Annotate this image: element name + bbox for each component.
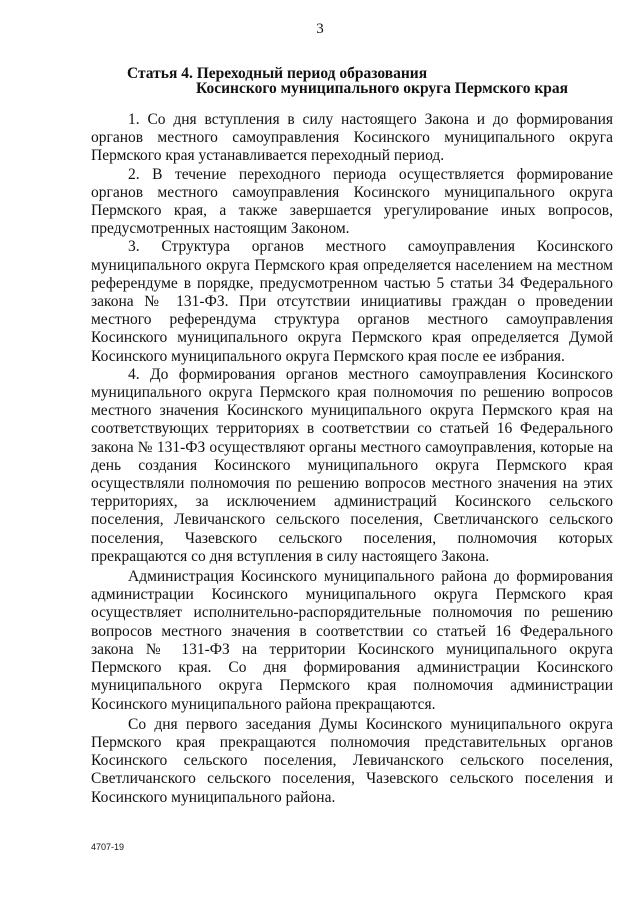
paragraph-6: Со дня первого заседания Думы Косинского муниципального округа Пермского края прекращаются полномочия представительных органов Косинского сельского поселения, Левичанского сельского поселения, Светличанского сельского поселения, Чазевского сельского поселения и Косинского муниципального района. <box>91 715 613 806</box>
article-body <box>91 111 613 807</box>
article-heading <box>127 66 568 96</box>
paragraph-2: 2. В течение переходного периода осуществляется формирование органов местного самоуправления Косинского муниципального округа Пермского края, а также завершается урегулирование иных вопросов, предусмотренных настоящим Законом. <box>91 165 613 238</box>
paragraph-5: Администрация Косинского муниципального района до формирования администрации Косинского муниципального округа Пермского края осуществляет исполнительно-распорядительные полномочия по решению вопросов местного значения в соответствии со статьей 16 Федерального закона № 131-ФЗ на территории Косинского муниципального округа Пермского края. Со дня формирования администрации Косинского муниципального округа Пермского края полномочия администрации Косинского муниципального района прекращаются. <box>91 568 613 713</box>
paragraph-1: 1. Со дня вступления в силу настоящего Закона и до формирования органов местного самоуправления Косинского муниципального округа Пермского края устанавливается переходный период. <box>91 111 613 165</box>
paragraph-3: 3. Структура органов местного самоуправления Косинского муниципального округа Пермского края определяется населением на местном референдуме в порядке, предусмотренном частью 5 статьи 34 Федерального закона № 131-ФЗ. При отсутствии инициативы граждан о проведении местного референдума структура органов местного самоуправления Косинского муниципального округа Пермского края определяется Думой Косинского муниципального округа Пермского края после ее избрания. <box>91 238 613 365</box>
paragraph-4: 4. До формирования органов местного самоуправления Косинского муниципального округа Пермского края полномочия по решению вопросов местного значения Косинского муниципального округа Пермского края на соответствующих территориях в соответствии со статьей 16 Федерального закона № 131-ФЗ осуществляют органы местного самоуправления, которые на день создания Косинского муниципального округа Пермского края осуществляли полномочия по решению вопросов местного значения на этих территориях, за исключением администраций Косинского сельского поселения, Левичанского сельского поселения, Светличанского сельского поселения, Чазевского сельского поселения, полномочия которых прекращаются со дня вступления в силу настоящего Закона. <box>91 365 613 565</box>
article-heading-line-1: Статья 4. Переходный период образования <box>127 65 428 82</box>
document-code: 4707-19 <box>91 842 125 852</box>
page-number: 3 <box>316 21 324 37</box>
article-heading-line-2: Косинского муниципального округа Пермского края <box>196 80 568 97</box>
